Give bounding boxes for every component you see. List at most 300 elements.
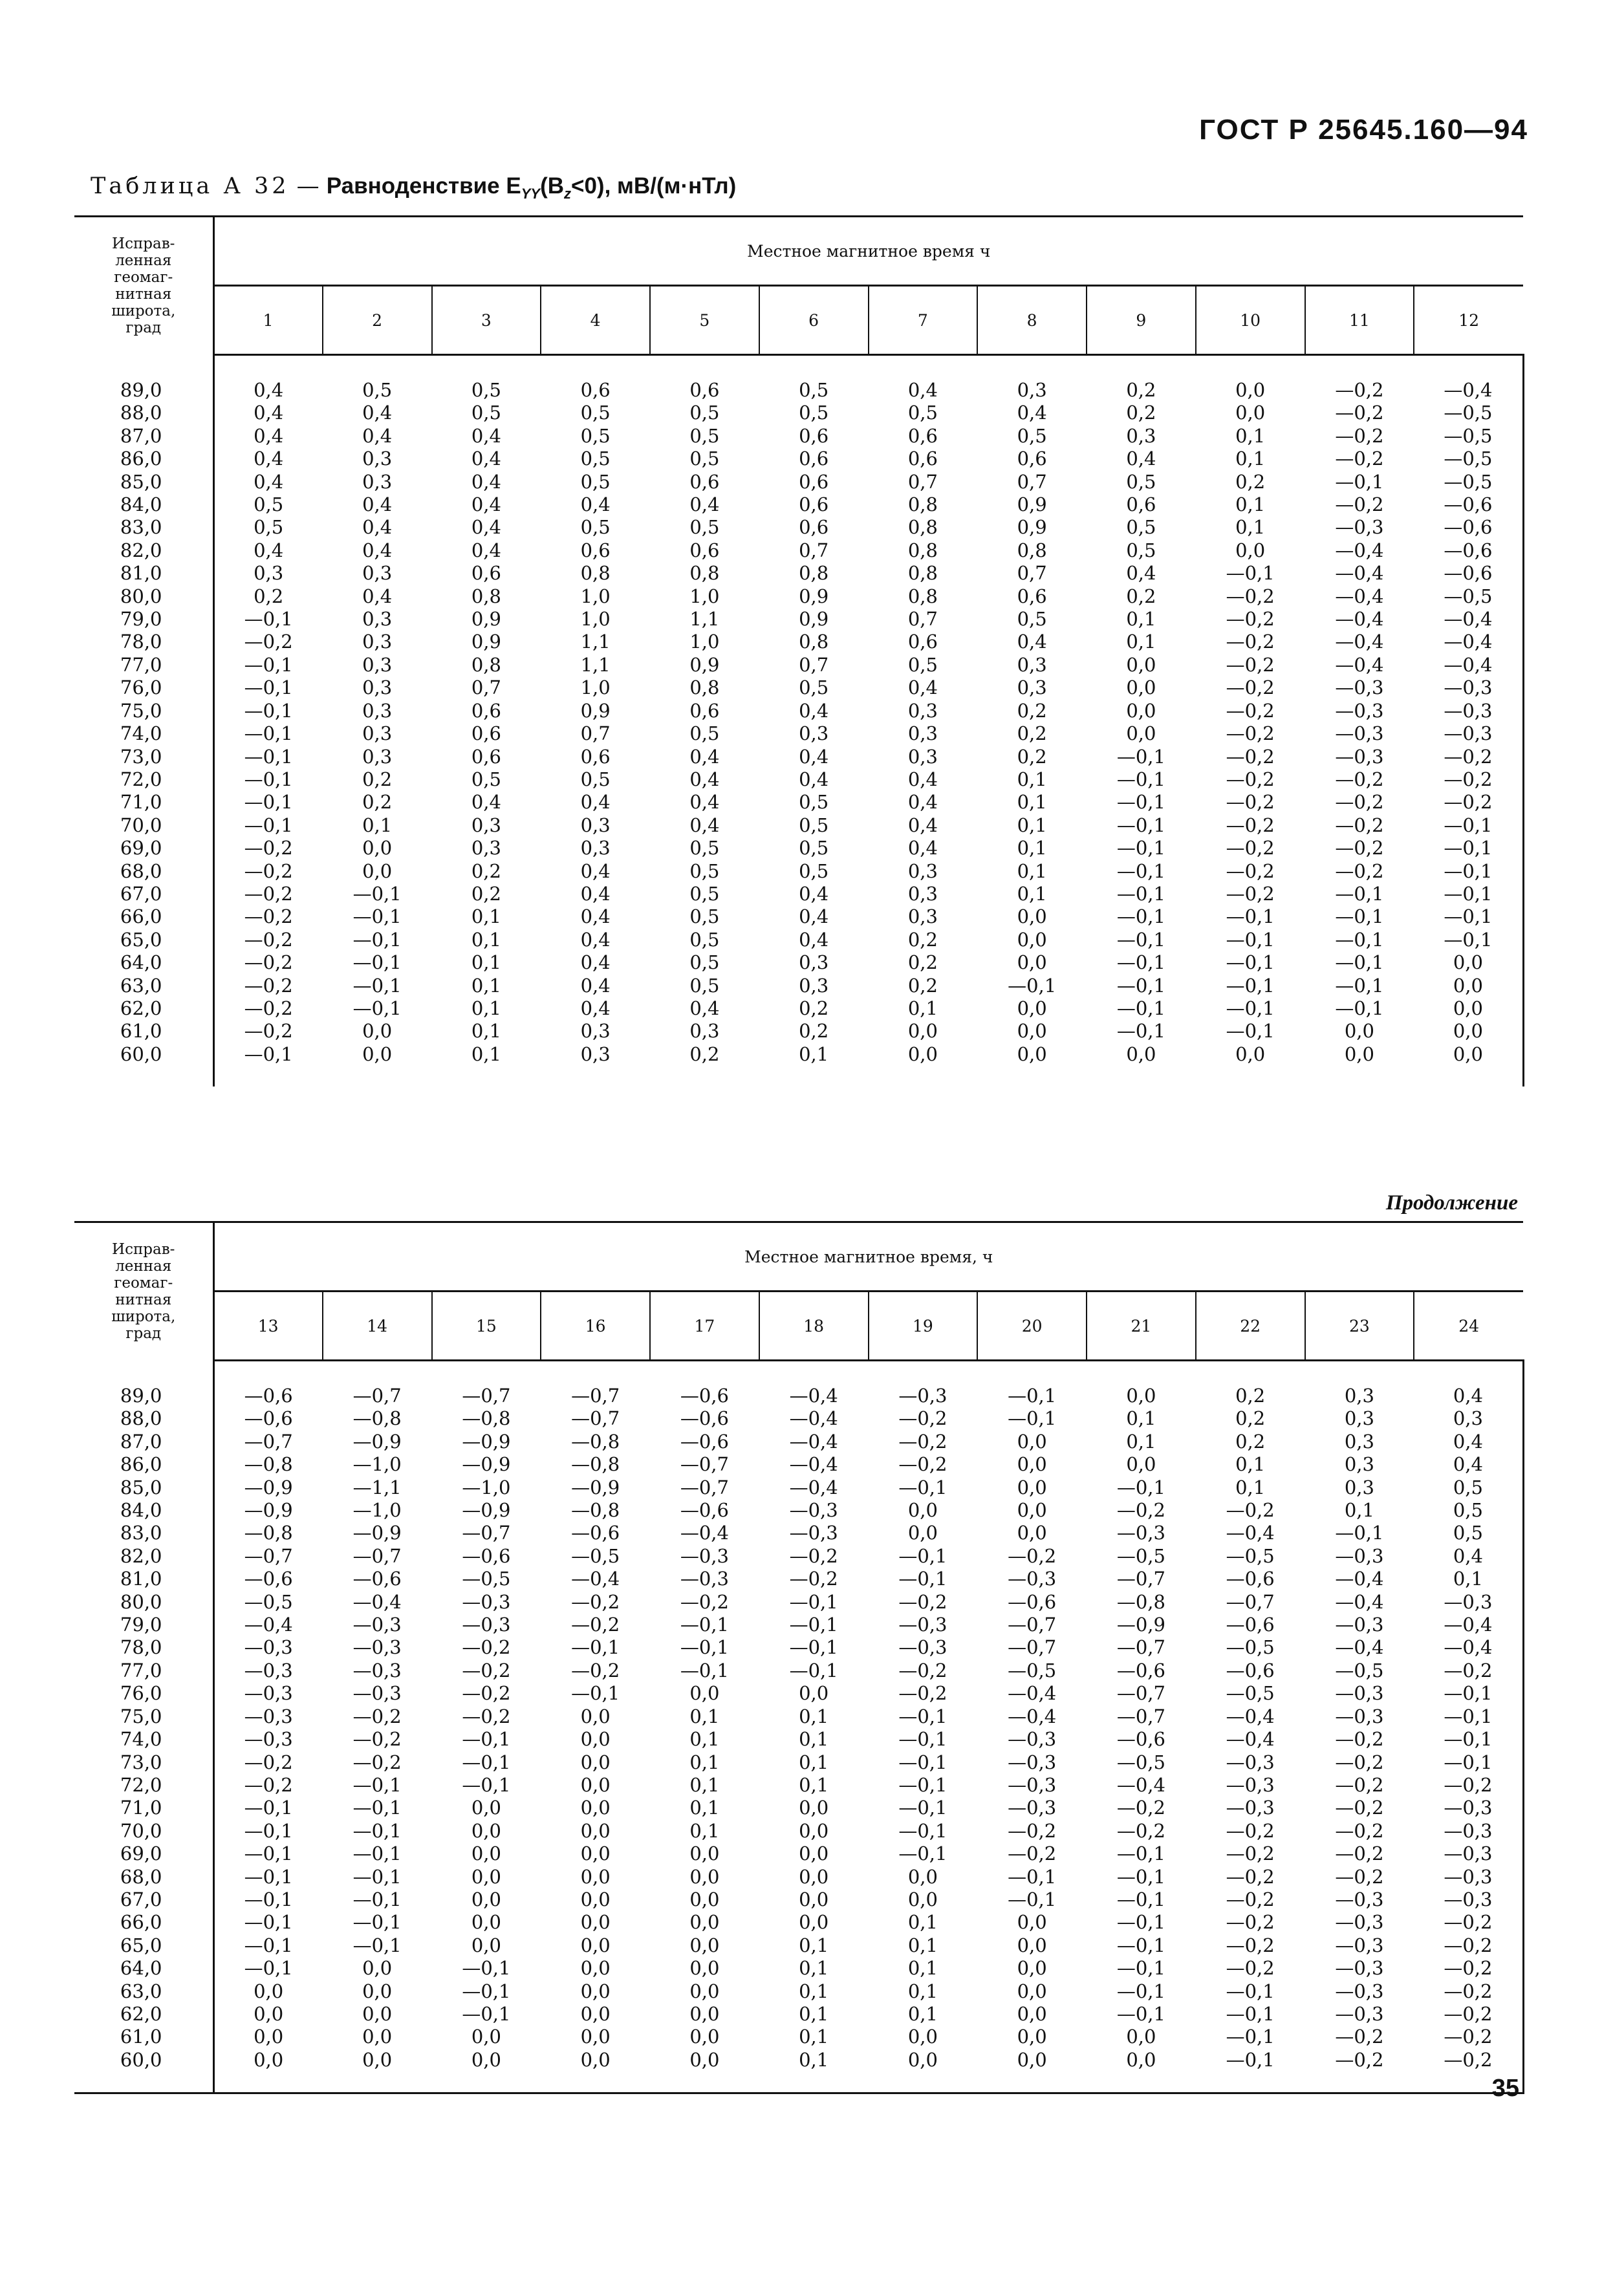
value-cell: 0,0 — [799, 1865, 829, 1888]
latitude-cell: 85,0 — [74, 471, 213, 493]
table-row — [74, 837, 1523, 859]
value-cell: 0,5 — [580, 516, 611, 539]
value-cell: 0,2 — [471, 859, 501, 882]
spacer-cell — [1305, 1361, 1414, 1385]
value-cell: 0,0 — [1126, 722, 1156, 745]
value-cell: 0,6 — [1126, 493, 1156, 516]
value-cell: —0,4 — [1116, 1773, 1165, 1796]
value-cell: —0,3 — [1008, 1568, 1057, 1590]
value-cell: 0,2 — [254, 585, 284, 607]
value-cell: —0,1 — [462, 1773, 511, 1796]
value-cell: 0,1 — [471, 905, 501, 928]
value-cell: —0,7 — [1116, 1705, 1165, 1727]
value-cell: —0,6 — [462, 1544, 511, 1567]
spacer-cell — [213, 2071, 323, 2093]
value-cell: —0,2 — [1226, 814, 1275, 836]
value-cell: —0,3 — [1335, 1911, 1384, 1934]
value-cell: —0,6 — [1226, 1659, 1275, 1681]
value-cell: 0,1 — [1126, 1407, 1156, 1430]
value-cell: 0,2 — [1235, 1430, 1266, 1453]
value-cell: 0,0 — [689, 1888, 720, 1910]
table-row — [74, 1453, 1523, 1476]
value-cell: 0,2 — [907, 928, 938, 951]
spacer-cell — [977, 2071, 1087, 2093]
value-cell: 0,1 — [471, 928, 501, 951]
value-cell: —0,3 — [244, 1728, 293, 1751]
value-cell: 0,1 — [689, 1751, 720, 1773]
value-cell: —0,2 — [1335, 1728, 1384, 1751]
value-cell: 0,4 — [362, 402, 393, 424]
value-cell: 0,0 — [471, 1865, 501, 1888]
value-cell: 0,2 — [689, 1043, 720, 1065]
value-cell: —0,1 — [1414, 929, 1523, 951]
table-spacer — [74, 2071, 1523, 2093]
spacer-cell — [1196, 1066, 1305, 1086]
value-cell: 0,0 — [362, 1043, 393, 1065]
value-cell: —0,1 — [352, 1797, 402, 1819]
value-cell: 0,6 — [1017, 448, 1047, 470]
value-cell: —0,2 — [1226, 608, 1275, 631]
value-cell: —0,1 — [1116, 859, 1165, 882]
value-cell: —0,2 — [1226, 1819, 1275, 1842]
value-cell: 0,1 — [799, 2026, 829, 2048]
value-cell: 0,4 — [580, 493, 611, 516]
value-cell: 0,0 — [689, 1843, 720, 1865]
value-cell: 0,6 — [689, 539, 720, 561]
latitude-header-line: широта, — [111, 303, 176, 320]
value-cell: 0,3 — [907, 722, 938, 745]
spacer-cell — [432, 1066, 541, 1086]
value-cell: 0,1 — [799, 1705, 829, 1727]
table-row — [74, 1843, 1523, 1865]
value-cell: —0,1 — [1116, 1865, 1165, 1888]
value-cell: 0,3 — [1344, 1407, 1374, 1430]
table-spacer — [74, 355, 1523, 380]
value-cell: —0,2 — [352, 1728, 402, 1751]
value-cell: —0,1 — [680, 1659, 729, 1681]
value-cell: —0,2 — [898, 1659, 947, 1681]
value-cell: 0,0 — [580, 1934, 611, 1956]
value-cell: —0,1 — [1008, 1865, 1057, 1888]
value-cell: 0,1 — [471, 1020, 501, 1043]
value-cell: 0,5 — [1126, 516, 1156, 539]
value-cell: 0,8 — [580, 562, 611, 585]
value-cell: —0,3 — [1414, 700, 1523, 722]
value-cell: 0,4 — [1126, 448, 1156, 470]
value-cell: —0,3 — [1335, 516, 1384, 539]
value-cell: 0,0 — [580, 1773, 611, 1796]
hour-column-header: 6 — [759, 286, 869, 355]
value-cell: 0,3 — [1017, 379, 1047, 401]
value-cell: 0,0 — [799, 1797, 829, 1819]
value-cell: 0,3 — [362, 470, 393, 493]
table-row — [74, 448, 1523, 470]
value-cell: 0,4 — [689, 493, 720, 516]
spacer-cell — [650, 1361, 759, 1385]
value-cell: —0,3 — [1335, 1544, 1384, 1567]
value-cell: 0,1 — [1235, 424, 1266, 447]
value-cell: —0,7 — [1008, 1636, 1057, 1659]
hour-column-header: 24 — [1414, 1292, 1523, 1361]
value-cell: —0,2 — [1226, 1843, 1275, 1865]
latitude-cell: 83,0 — [74, 516, 213, 539]
value-cell: 0,4 — [580, 997, 611, 1019]
latitude-cell: 64,0 — [74, 1957, 213, 1980]
value-cell: 0,4 — [799, 928, 829, 951]
latitude-cell: 63,0 — [74, 975, 213, 997]
value-cell: 0,0 — [580, 1980, 611, 2002]
value-cell: 0,3 — [907, 905, 938, 928]
value-cell: 0,0 — [689, 1980, 720, 2002]
value-cell: 0,1 — [799, 1773, 829, 1796]
value-cell: —0,3 — [1414, 1591, 1523, 1614]
value-cell: —0,3 — [1335, 745, 1384, 768]
value-cell: 0,4 — [580, 905, 611, 928]
value-cell: 0,0 — [1017, 1043, 1047, 1065]
value-cell: 0,6 — [471, 699, 501, 722]
table-row — [74, 1797, 1523, 1819]
value-cell: —0,1 — [352, 905, 402, 928]
value-cell: —0,3 — [244, 1705, 293, 1727]
value-cell: 0,0 — [471, 1819, 501, 1842]
value-cell: —0,1 — [1414, 905, 1523, 928]
value-cell: 0,9 — [471, 631, 501, 653]
value-cell: 0,5 — [689, 722, 720, 745]
value-cell: —0,2 — [1226, 1499, 1275, 1522]
value-cell: —0,2 — [1335, 424, 1384, 447]
value-cell: —0,4 — [244, 1614, 293, 1636]
spacer-cell — [432, 1361, 541, 1385]
value-cell: 0,8 — [907, 562, 938, 585]
value-cell: —0,6 — [1008, 1590, 1057, 1613]
value-cell: 0,5 — [907, 402, 938, 424]
latitude-cell: 66,0 — [74, 905, 213, 928]
value-cell: —0,1 — [244, 1911, 293, 1934]
value-cell: 0,5 — [580, 448, 611, 470]
value-cell: 0,3 — [362, 448, 393, 470]
value-cell: —0,9 — [352, 1522, 402, 1544]
spacer-cell — [869, 1361, 978, 1385]
value-cell: —0,4 — [1335, 1636, 1384, 1659]
value-cell: —0,1 — [1226, 2048, 1275, 2071]
value-cell: 0,0 — [907, 2026, 938, 2048]
value-cell: 0,1 — [799, 1043, 829, 1065]
value-cell: —0,1 — [462, 1980, 511, 2002]
value-cell: 0,6 — [580, 379, 611, 401]
value-cell: 0,1 — [799, 1728, 829, 1751]
value-cell: 0,0 — [907, 1020, 938, 1043]
table-row — [74, 929, 1523, 951]
value-cell: 0,4 — [362, 585, 393, 607]
value-cell: 0,1 — [1235, 493, 1266, 516]
table-row — [74, 1888, 1523, 1911]
value-cell: —0,5 — [1226, 1636, 1275, 1659]
value-cell: 0,0 — [689, 1934, 720, 1956]
value-cell: —0,2 — [244, 837, 293, 859]
value-cell: —0,7 — [571, 1407, 620, 1430]
value-cell: 0,1 — [799, 2002, 829, 2025]
value-cell: —0,6 — [1226, 1568, 1275, 1590]
value-cell: 0,1 — [1235, 1476, 1266, 1498]
value-cell: —0,3 — [1414, 1843, 1523, 1865]
value-cell: —0,2 — [244, 928, 293, 951]
hour-column-header: 9 — [1087, 286, 1196, 355]
table-row — [74, 1636, 1523, 1659]
value-cell: —0,3 — [1414, 676, 1523, 699]
value-cell: —0,3 — [1335, 1980, 1384, 2002]
value-cell: —0,1 — [1414, 860, 1523, 883]
value-cell: —0,1 — [1226, 951, 1275, 974]
value-cell: —0,2 — [1226, 837, 1275, 859]
value-cell: 0,0 — [362, 2002, 393, 2025]
value-cell: 0,9 — [1017, 516, 1047, 539]
value-cell: 0,1 — [1017, 791, 1047, 814]
latitude-cell: 81,0 — [74, 562, 213, 585]
value-cell: —0,3 — [1226, 1773, 1275, 1796]
spacer-cell — [1414, 1066, 1523, 1086]
value-cell: 0,4 — [471, 516, 501, 539]
value-cell: —0,2 — [1335, 493, 1384, 516]
value-cell: 0,3 — [254, 562, 284, 585]
value-cell: —0,5 — [1414, 471, 1523, 493]
value-cell: 0,4 — [362, 539, 393, 561]
value-cell: —0,3 — [1335, 1934, 1384, 1956]
value-cell: 0,4 — [580, 951, 611, 974]
table-row — [74, 562, 1523, 585]
value-cell: —0,7 — [1226, 1590, 1275, 1613]
value-cell: —0,7 — [462, 1522, 511, 1544]
value-cell: —0,2 — [244, 1751, 293, 1773]
page-number: 35 — [1491, 2075, 1519, 2102]
value-cell: —0,1 — [352, 951, 402, 974]
table-title-subscript: YY — [521, 186, 541, 202]
value-cell: —0,7 — [1116, 1636, 1165, 1659]
value-cell: 0,7 — [907, 608, 938, 631]
value-cell: —0,2 — [1414, 1934, 1523, 1957]
value-cell: —0,5 — [1414, 585, 1523, 608]
value-cell: 0,0 — [254, 2026, 284, 2048]
table-row — [74, 883, 1523, 905]
value-cell: 0,4 — [799, 768, 829, 790]
value-cell: —0,3 — [1008, 1751, 1057, 1773]
value-cell: —0,4 — [571, 1568, 620, 1590]
spacer-cell — [759, 2071, 869, 2093]
latitude-cell: 79,0 — [74, 608, 213, 631]
value-cell: 0,4 — [689, 814, 720, 836]
value-cell: 0,3 — [689, 1020, 720, 1043]
value-cell: —0,3 — [1414, 1866, 1523, 1888]
value-cell: —0,1 — [1116, 974, 1165, 997]
value-cell: 0,0 — [254, 1980, 284, 2002]
value-cell: 0,0 — [689, 1865, 720, 1888]
time-header: Местное магнитное время ч — [213, 217, 1523, 286]
value-cell: —0,6 — [1116, 1659, 1165, 1681]
value-cell: 0,0 — [1235, 379, 1266, 401]
latitude-header-line: Исправ- — [112, 235, 175, 253]
spacer-cell — [1305, 2071, 1414, 2093]
table-row — [74, 539, 1523, 562]
value-cell: —0,3 — [898, 1385, 947, 1407]
spacer-cell — [869, 2071, 978, 2093]
value-cell: —0,1 — [352, 1843, 402, 1865]
value-cell: —0,2 — [1226, 653, 1275, 676]
value-cell: 0,5 — [907, 653, 938, 676]
table-row — [74, 1866, 1523, 1888]
value-cell: —0,4 — [1226, 1728, 1275, 1751]
value-cell: 0,3 — [1414, 1407, 1523, 1430]
value-cell: —1,0 — [352, 1453, 402, 1476]
value-cell: —0,2 — [898, 1682, 947, 1705]
value-cell: 0,9 — [471, 608, 501, 631]
value-cell: 0,4 — [471, 791, 501, 814]
value-cell: —0,5 — [1414, 402, 1523, 424]
value-cell: —0,2 — [1414, 1774, 1523, 1797]
value-cell: 0,5 — [471, 768, 501, 790]
value-cell: —0,2 — [1414, 768, 1523, 791]
value-cell: 0,5 — [799, 791, 829, 814]
value-cell: 0,2 — [799, 1020, 829, 1043]
value-cell: 0,0 — [580, 1705, 611, 1727]
table-row — [74, 1614, 1523, 1636]
value-cell: 0,4 — [799, 699, 829, 722]
spacer-cell — [1087, 2071, 1196, 2093]
value-cell: 0,1 — [1017, 768, 1047, 790]
value-cell: 0,3 — [1344, 1430, 1374, 1453]
value-cell: —0,3 — [244, 1636, 293, 1659]
value-cell: —0,4 — [1335, 562, 1384, 585]
value-cell: 0,3 — [362, 699, 393, 722]
latitude-cell: 60,0 — [74, 1043, 213, 1066]
value-cell: —0,6 — [1414, 539, 1523, 562]
value-cell: 0,2 — [1235, 1407, 1266, 1430]
value-cell: —0,1 — [1116, 905, 1165, 928]
value-cell: 0,3 — [1344, 1476, 1374, 1498]
value-cell: —0,2 — [898, 1590, 947, 1613]
hour-column-header: 2 — [323, 286, 432, 355]
value-cell: 0,5 — [471, 379, 501, 401]
latitude-cell: 70,0 — [74, 814, 213, 837]
value-cell: —0,3 — [1335, 1614, 1384, 1636]
value-cell: —0,2 — [462, 1705, 511, 1727]
value-cell: 0,5 — [471, 402, 501, 424]
latitude-cell: 75,0 — [74, 700, 213, 722]
value-cell: —0,2 — [1335, 448, 1384, 470]
value-cell: 0,6 — [580, 539, 611, 561]
table-row — [74, 1659, 1523, 1682]
value-cell: —0,2 — [1226, 722, 1275, 745]
value-cell: —0,5 — [1116, 1751, 1165, 1773]
value-cell: 0,7 — [471, 676, 501, 699]
value-cell: —0,4 — [1335, 631, 1384, 653]
value-cell: —0,1 — [352, 1934, 402, 1956]
table-row — [74, 1820, 1523, 1843]
value-cell: 0,1 — [1126, 1430, 1156, 1453]
value-cell: 0,1 — [471, 1043, 501, 1065]
value-cell: —0,5 — [1414, 448, 1523, 470]
value-cell: 0,0 — [580, 1888, 611, 1910]
value-cell: 0,1 — [907, 2002, 938, 2025]
hour-column-header: 17 — [650, 1292, 759, 1361]
value-cell: 0,0 — [471, 2026, 501, 2048]
value-cell: 0,3 — [907, 699, 938, 722]
spacer-cell — [541, 2071, 650, 2093]
value-cell: 0,2 — [1126, 585, 1156, 607]
value-cell: —0,6 — [244, 1385, 293, 1407]
value-cell: 0,4 — [1126, 562, 1156, 585]
value-cell: 0,1 — [907, 997, 938, 1019]
value-cell: —0,8 — [571, 1430, 620, 1453]
data-table-1 — [74, 215, 1524, 1086]
value-cell: —0,3 — [462, 1614, 511, 1636]
table-row — [74, 814, 1523, 837]
value-cell: —0,3 — [1335, 1888, 1384, 1910]
value-cell: 0,5 — [580, 424, 611, 447]
value-cell: —0,4 — [789, 1453, 838, 1476]
value-cell: 1,0 — [580, 608, 611, 631]
hour-column-header: 5 — [650, 286, 759, 355]
value-cell: —0,2 — [462, 1636, 511, 1659]
table-row — [74, 425, 1523, 448]
value-cell: 0,0 — [362, 1020, 393, 1043]
value-cell: 0,4 — [689, 997, 720, 1019]
value-cell: —0,3 — [1335, 2002, 1384, 2025]
spacer-cell — [74, 355, 213, 380]
value-cell: —0,8 — [462, 1407, 511, 1430]
value-cell: 0,0 — [1017, 905, 1047, 928]
value-cell: 0,1 — [1017, 837, 1047, 859]
value-cell: 0,8 — [799, 562, 829, 585]
value-cell: —0,1 — [244, 768, 293, 790]
value-cell: —0,9 — [244, 1499, 293, 1522]
value-cell: 0,1 — [1235, 516, 1266, 539]
value-cell: —0,4 — [1414, 654, 1523, 676]
value-cell: —0,7 — [680, 1453, 729, 1476]
latitude-cell: 63,0 — [74, 1980, 213, 2003]
value-cell: 0,2 — [907, 951, 938, 974]
value-cell: —0,1 — [1116, 814, 1165, 836]
spacer-cell — [977, 1361, 1087, 1385]
value-cell: 0,4 — [580, 974, 611, 997]
value-cell: 0,5 — [799, 837, 829, 859]
value-cell: —0,1 — [789, 1590, 838, 1613]
table-row — [74, 585, 1523, 608]
latitude-cell: 72,0 — [74, 768, 213, 791]
spacer-cell — [759, 355, 869, 380]
table-row — [74, 997, 1523, 1020]
value-cell: —0,2 — [244, 631, 293, 653]
value-cell: —0,1 — [1008, 1407, 1057, 1430]
value-cell: —0,1 — [898, 1773, 947, 1796]
value-cell: —0,1 — [1414, 883, 1523, 905]
spacer-cell — [323, 1066, 432, 1086]
value-cell: —0,1 — [789, 1636, 838, 1659]
value-cell: 1,0 — [580, 676, 611, 699]
value-cell: —0,1 — [1008, 1385, 1057, 1407]
value-cell: 0,0 — [1017, 2026, 1047, 2048]
value-cell: 0,1 — [907, 1934, 938, 1956]
data-table-2 — [74, 1221, 1524, 2094]
value-cell: 0,1 — [1126, 631, 1156, 653]
spacer-cell — [1196, 355, 1305, 380]
table-row — [74, 654, 1523, 676]
value-cell: 0,4 — [580, 791, 611, 814]
value-cell: —0,2 — [571, 1590, 620, 1613]
value-cell: —0,4 — [1335, 653, 1384, 676]
value-cell: —0,4 — [1414, 1614, 1523, 1636]
value-cell: 0,6 — [689, 379, 720, 401]
value-cell: 0,4 — [1414, 1431, 1523, 1453]
value-cell: 0,5 — [799, 379, 829, 401]
